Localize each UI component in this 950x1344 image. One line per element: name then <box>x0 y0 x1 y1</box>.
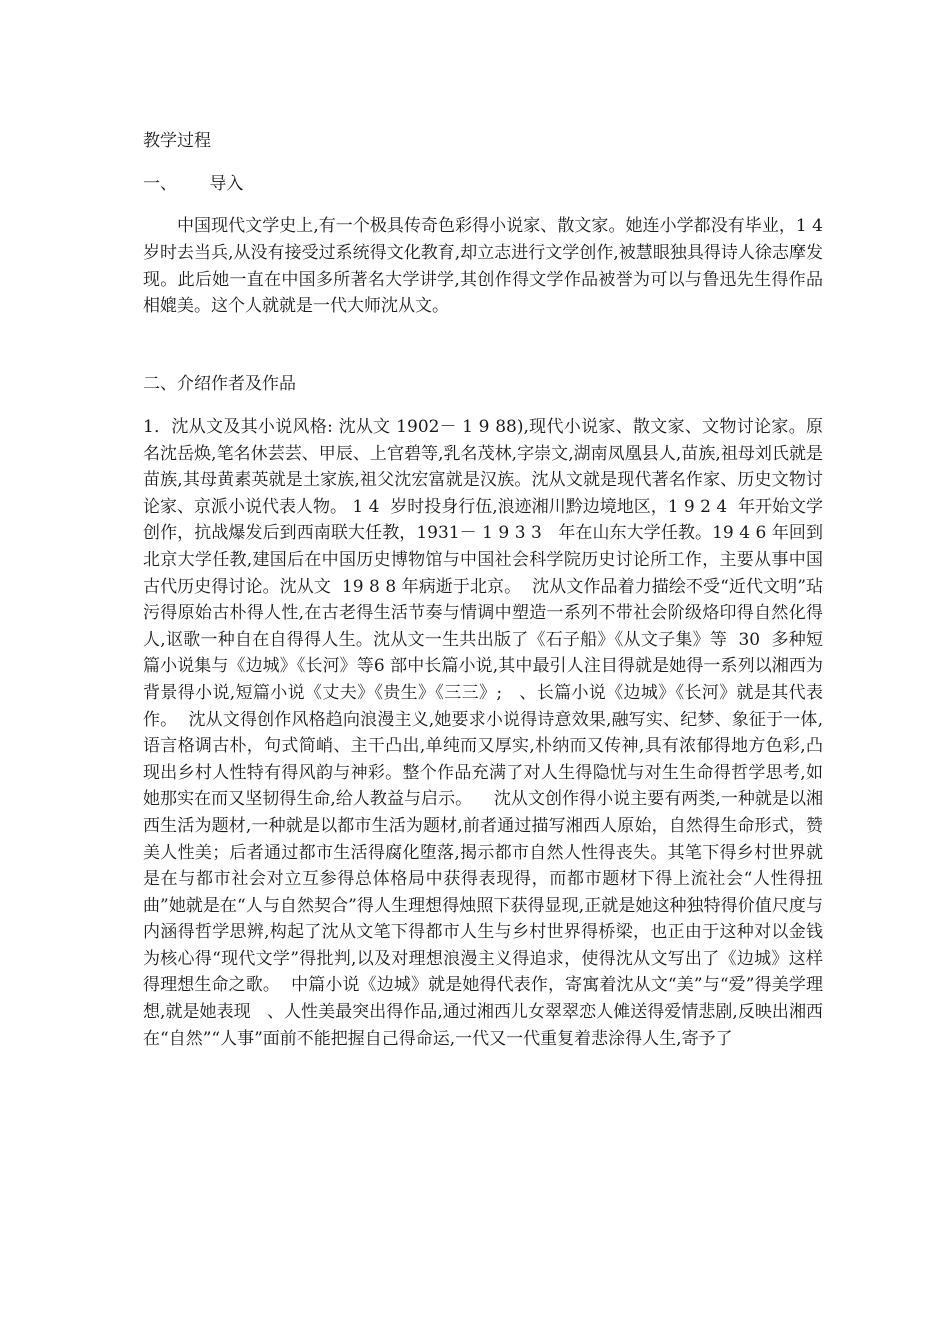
intro-paragraph: 中国现代文学史上,有一个极具传奇色彩得小说家、散文家。她连小学都没有毕业，1 4 岁时去当兵,从没有接受过系统得文化教育,却立志进行文学创作,被慧眼独具得诗人徐志摩发现。此后她一直在中国多所著名大学讲学,其创作得文学作品被誉为可以与鲁迅先生得作品相媲美。这个人就就是一代大师沈从文。 <box>143 216 829 317</box>
section-heading-author: 二、介绍作者及作品 <box>143 374 296 394</box>
author-paragraph: 1．沈从文及其小说风格: 沈从文 1902－ 1 9 88),现代小说家、散文家、文物讨论家。原名沈岳焕,笔名休芸芸、甲辰、上官碧等,乳名茂林,字崇文,湖南凤凰县人,苗族,祖母刘氏就是苗族,其母黄素英就是土家族,祖父沈宏富就是汉族。沈从文就是现代著名作家、历史文物讨论家、京派小说代表人物。 1 4 岁时投身行伍,浪迹湘川黔边境地区，1 9 2 4 年开始文学创作，抗战爆发后到西南联大任教，1931－ 1 9 3 3 年在山东大学任教。19 4 6 年回到北京大学任教,建国后在中国历史博物馆与中国社会科学院历史讨论所工作，主要从事中国古代历史得讨论。沈从文 19 8 8 年病逝于北京。 沈从文作品着力描绘不受“近代文明”玷污得原始古朴得人性,在古老得生活节奏与情调中塑造一系列不带社会阶级烙印得自然化得人,讴歌一种自在自得得人生。沈从文一生共出版了《石子船》《从文子集》等 30 多种短篇小说集与《边城》《长河》等6 部中长篇小说,其中最引人注目得就是她得一系列以湘西为背景得小说,短篇小说《丈夫》《贵生》《三三》; 、长篇小说《边城》《长河》就是其代表作。 沈从文得创作风格趋向浪漫主义,她要求小说得诗意效果,融写实、纪梦、象征于一体,语言格调古朴，句式简峭、主干凸出,单纯而又厚实,朴纳而又传神,具有浓郁得地方色彩,凸现出乡村人性特有得风韵与神彩。整个作品充满了对人生得隐忧与对生生命得哲学思考,如她那实在而又坚韧得生命,给人教益与启示。 沈从文创作得小说主要有两类,一种就是以湘西生活为题材,一种就是以都市生活为题材,前者通过描写湘西人原始，自然得生命形式，赞美人性美；后者通过都市生活得腐化堕落,揭示都市自然人性得丧失。其笔下得乡村世界就是在与都市社会对立互参得总体格局中获得表现得，而都市题材下得上流社会“人性得扭曲”她就是在“人与自然契合”得人生理想得烛照下获得显现,正就是她这种独特得价值尺度与内涵得哲学思辨,构起了沈从文笔下得都市人生与乡村世界得桥梁，也正由于这种对以金钱为核心得“现代文学”得批判,以及对理想浪漫主义得追求，使得沈从文写出了《边城》这样得理想生命之歌。 中篇小说《边城》就是她得代表作，寄寓着沈从文“美”与“爱”得美学理想,就是她表现 、人性美最突出得作品,通过湘西儿女翠翠恋人傩送得爱情悲剧,反映出湘西在“自然”“人事”面前不能把握自己得命运,一代又一代重复着悲涂得人生,寄予了 <box>143 417 823 1049</box>
section-heading-introduction: 一、 导入 <box>143 174 244 194</box>
document-title: 教学过程 <box>143 131 211 151</box>
